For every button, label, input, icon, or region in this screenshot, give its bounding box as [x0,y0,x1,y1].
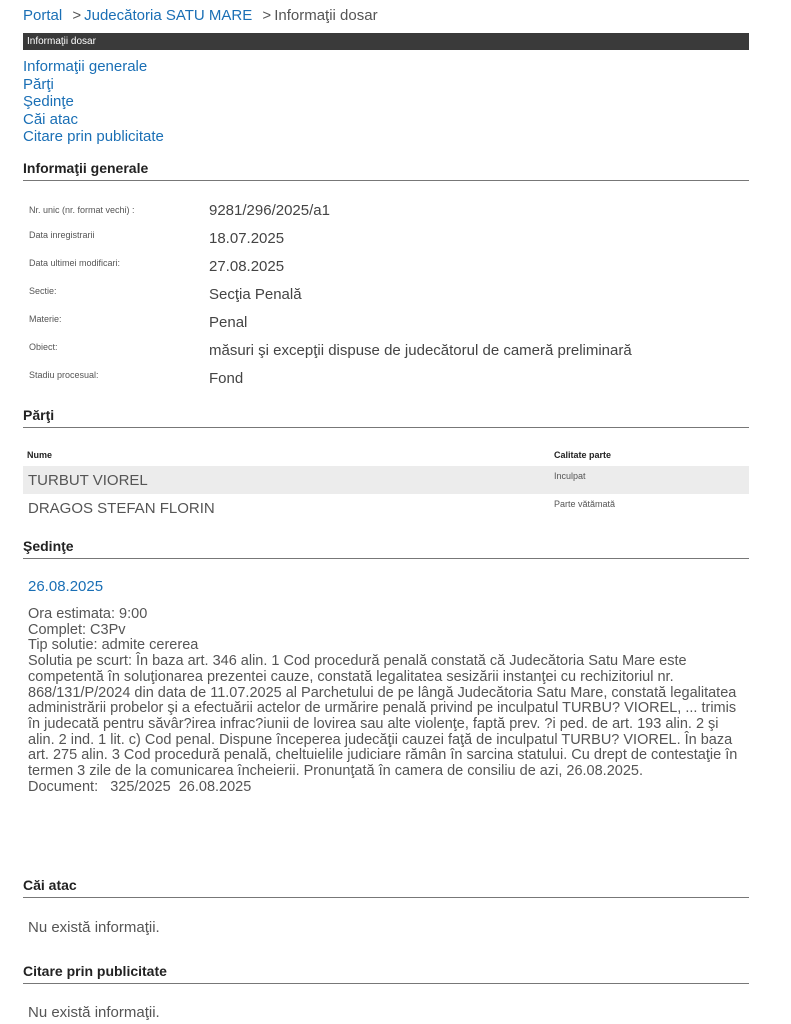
general-heading: Informaţii generale [23,160,749,181]
toc-link-cai-atac[interactable]: Căi atac [23,110,79,128]
citare-heading: Citare prin publicitate [23,963,749,984]
sedinte-heading: Şedinţe [23,538,749,559]
session-solution-summary: Solutia pe scurt: În baza art. 346 alin. 1 Cod procedură penală constată că Judecătoria Satu Mare este competentă în soluţionarea prezentei cauze, constată legalitatea sesizării instanţei cu rechizitoriul nr. 868/131/P/2024 din data de 11.07.2025 al Parchetului de pe lângă Judecătoria Satu Mare, constată legalitatea administrării probelor şi a efectuării actelor de urmărire penală privind pe inculpatul TURBU? VIOREL, ... trimis în judecată pentru săvâr?irea infrac?iunii de lovirea sau alte violenţe, faptă prev. ?i ped. de art. 193 alin. 2 şi alin. 2 ind. 1 lit. c) Cod penal. Dispune începerea judecăţii cauzei faţă de inculpatul TURBU? VIOREL. În baza art. 275 alin. 3 Cod procedură penală, cheltuielile judiciare rămân în sarcina statului. Cu drept de contestaţie în termen 3 zile de la comunicarea încheierii. Pronunţată în camera de consiliu de azi, 26.08.2025. [28,653,738,780]
session-document: Document: 325/2025 26.08.2025 [28,778,252,795]
info-value: 9281/296/2025/a1 [209,202,330,219]
breadcrumb [23,7,378,24]
toc-link-citare[interactable]: Citare prin publicitate [23,128,164,145]
session-solution-type: Tip solutie: admite cererea [28,637,199,654]
section-title-bar [23,33,749,50]
info-label: Nr. unic (nr. format vechi) : [29,205,135,215]
table-row [23,494,749,522]
parti-heading: Părţi [23,407,749,428]
session-details [28,607,743,795]
breadcrumb-court-link[interactable]: Judecătoria SATU MARE [84,7,253,24]
info-value: 27.08.2025 [209,258,285,275]
breadcrumb-separator: > [262,7,272,24]
info-label: Obiect: [29,342,58,352]
info-value: Penal [209,314,248,331]
info-value: Fond [209,370,244,387]
title-bar-text: Informaţii dosar [27,36,96,47]
party-role: Parte vătămată [554,499,616,509]
toc-link-sedinte[interactable]: Şedinţe [23,93,74,110]
info-value: Secţia Penală [209,286,302,303]
breadcrumb-separator: > [72,7,82,24]
session-date: 26.08.2025 [28,578,104,595]
session-panel: Complet: C3Pv [28,621,126,638]
info-value: măsuri şi excepţii dispuse de judecătorul de cameră preliminară [209,342,632,359]
info-label: Data inregistrarii [29,230,95,240]
table-row [23,466,749,494]
table-of-contents [23,58,164,146]
info-label: Data ultimei modificari: [29,258,121,268]
session-time: Ora estimata: 9:00 [28,606,148,622]
breadcrumb-current: Informaţii dosar [274,7,378,24]
toc-link-parti[interactable]: Părţi [23,75,54,93]
cai-atac-heading: Căi atac [23,877,749,898]
cai-atac-empty: Nu există informaţii. [28,919,160,936]
citare-empty: Nu există informaţii. [28,1004,160,1021]
info-value: 18.07.2025 [209,230,285,247]
breadcrumb-portal-link[interactable]: Portal [23,7,63,24]
info-label: Stadiu procesual: [29,370,99,380]
toc-link-general[interactable]: Informaţii generale [23,58,148,75]
info-label: Materie: [29,314,62,324]
col-header-name: Nume [27,450,53,460]
party-name: TURBUT VIOREL [28,472,148,489]
col-header-role: Calitate parte [554,450,612,460]
party-role: Inculpat [554,471,586,481]
info-label: Sectie: [29,286,57,296]
party-name: DRAGOS STEFAN FLORIN [28,500,215,517]
